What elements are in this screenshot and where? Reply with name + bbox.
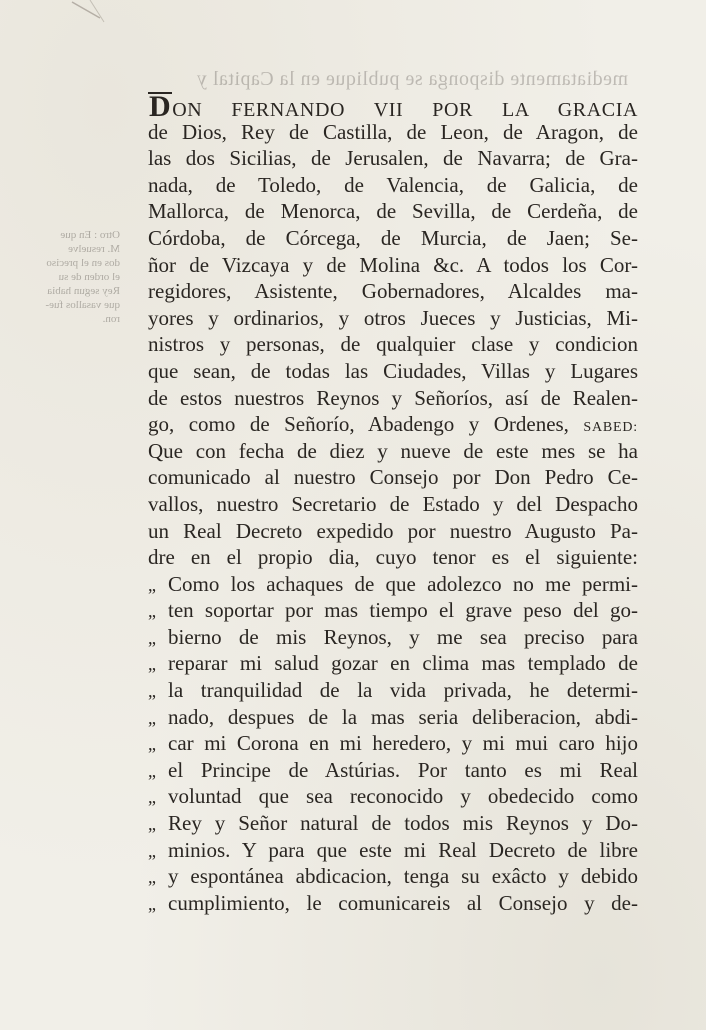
quote-mark: „ (148, 627, 155, 648)
bleed-through-text: mediatamente disponga se publique en la Capital y (196, 68, 628, 90)
quoted-line (148, 837, 638, 864)
heading-line (148, 92, 638, 119)
quote-mark: „ (148, 734, 155, 755)
margin-note: Rey segun habia (47, 285, 120, 297)
margin-note: ron. (102, 313, 120, 325)
quote-mark: „ (148, 814, 155, 835)
text-line: las dos Sicilias, de Jerusalen, de Navarra; de Gra- (148, 146, 638, 171)
quoted-text: reparar mi salud gozar en clima mas templado de (168, 651, 638, 676)
quote-mark: „ (148, 787, 155, 808)
quoted-line (148, 730, 638, 757)
text-line: Que con fecha de diez y nueve de este mes se ha (148, 438, 638, 463)
quote-mark: „ (148, 654, 155, 675)
text-line: nada, de Toledo, de Valencia, de Galicia, de (148, 172, 638, 197)
quoted-line (148, 810, 638, 837)
quote-mark: „ (148, 681, 155, 702)
quoted-text: Como los achaques de que adolezco no me permi- (168, 571, 638, 596)
margin-note: M. resuelve (68, 243, 120, 255)
text-line: comunicado al nuestro Consejo por Don Pedro Ce- (148, 465, 638, 490)
quote-mark: „ (148, 893, 155, 914)
margin-note: Otro : En que (60, 229, 120, 241)
text-line: nistros y personas, de qualquier clase y condicion (148, 332, 638, 357)
quoted-line (148, 783, 638, 810)
quoted-text: el Principe de Astúrias. Por tanto es mi Real (168, 757, 638, 782)
quoted-text: voluntad que sea reconocido y obedecido como (168, 784, 638, 809)
text-line: regidores, Asistente, Gobernadores, Alcaldes ma- (148, 279, 638, 304)
sabed-label: SABED: (583, 420, 638, 436)
text-line: Córdoba, de Córcega, de Murcia, de Jaen; Se- (148, 225, 638, 250)
quote-mark: „ (148, 574, 155, 595)
text-line: dre en el propio dia, cuyo tenor es el siguiente: (148, 545, 638, 570)
paper-fold-mark (70, 0, 110, 24)
margin-note: dos en el preciso (46, 257, 120, 269)
quoted-text: y espontánea abdicacion, tenga su exâcto y debido (168, 864, 638, 889)
text-line: Mallorca, de Menorca, de Sevilla, de Cerdeña, de (148, 199, 638, 224)
margin-note: el orden de su (58, 271, 120, 283)
quote-mark: „ (148, 867, 155, 888)
text-line: que sean, de todas las Ciudades, Villas y Lugares (148, 358, 638, 383)
margin-notes (24, 228, 120, 326)
text-line: ñor de Vizcaya y de Molina &c. A todos los Cor- (148, 252, 638, 277)
quoted-line (148, 650, 638, 677)
quote-mark: „ (148, 601, 155, 622)
text-line: vallos, nuestro Secretario de Estado y del Despacho (148, 491, 638, 516)
quoted-line (148, 677, 638, 704)
quoted-text: cumplimiento, le comunicareis al Consejo y de- (168, 890, 638, 915)
quoted-line (148, 597, 638, 624)
drop-cap: D (148, 92, 172, 119)
quote-mark: „ (148, 760, 155, 781)
text-line: de estos nuestros Reynos y Señoríos, así de Realen- (148, 385, 638, 410)
quoted-text: car mi Corona en mi heredero, y mi mui caro hijo (168, 731, 638, 756)
quoted-line (148, 571, 638, 598)
quoted-text: Rey y Señor natural de todos mis Reynos y Do- (168, 811, 638, 836)
heading-text: ON FERNANDO VII POR LA GRACIA (172, 99, 638, 119)
margin-note: que vasallos fue- (45, 299, 120, 311)
text-line-with-sabed (148, 411, 638, 438)
quoted-line (148, 863, 638, 890)
body-text (148, 92, 638, 916)
quoted-text: nado, despues de la mas seria deliberacion, abdi- (168, 704, 638, 729)
quote-mark: „ (148, 707, 155, 728)
quoted-text: bierno de mis Reynos, y me sea preciso para (168, 624, 638, 649)
quoted-line (148, 890, 638, 917)
text-line: de Dios, Rey de Castilla, de Leon, de Aragon, de (148, 119, 638, 144)
quoted-line (148, 704, 638, 731)
quoted-line (148, 757, 638, 784)
text-line: un Real Decreto expedido por nuestro Augusto Pa- (148, 518, 638, 543)
quoted-line (148, 624, 638, 651)
quoted-text: minios. Y para que este mi Real Decreto de libre (168, 837, 638, 862)
text-segment: go, como de Señorío, Abadengo y Ordenes, (148, 412, 569, 437)
quoted-text: ten soportar por mas tiempo el grave peso del go- (168, 598, 638, 623)
quoted-text: la tranquilidad de la vida privada, he determi- (168, 678, 638, 703)
quote-mark: „ (148, 840, 155, 861)
text-line: yores y ordinarios, y otros Jueces y Justicias, Mi- (148, 305, 638, 330)
